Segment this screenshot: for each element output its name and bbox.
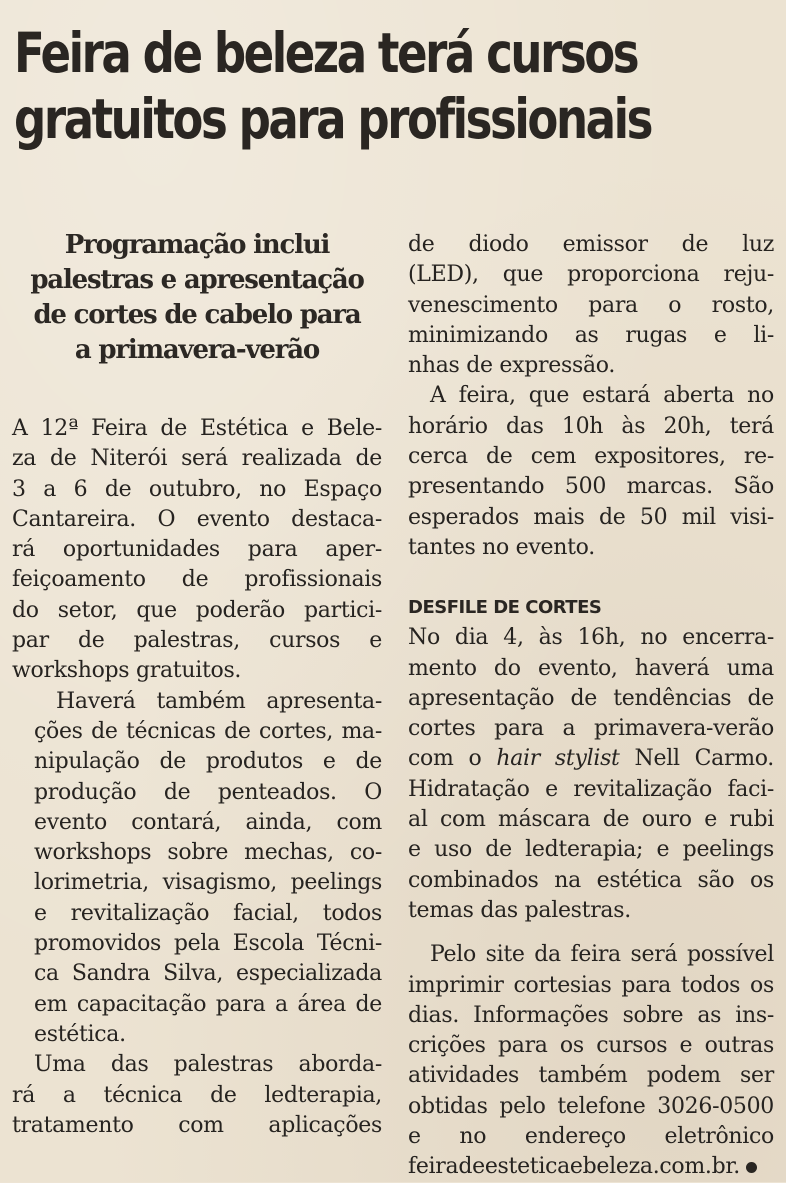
paragraph-led <box>408 230 774 381</box>
italic-term: hair stylist <box>496 746 620 772</box>
text-line: cortes para a primavera-verão <box>408 716 774 742</box>
paragraph-presentations <box>12 687 382 1051</box>
text-line: cerca de cem expositores, re- <box>408 444 774 470</box>
text-line: rá oportunidades para aper- <box>12 537 382 563</box>
right-column <box>408 230 774 1183</box>
text-line: de diodo emissor de luz <box>408 232 774 257</box>
text-line: A feira, que estará aberta no <box>430 383 774 409</box>
subhead-line: a primavera-verão <box>74 335 320 365</box>
paragraph-hours <box>408 381 774 563</box>
text-line: ções de técnicas de cortes, ma- <box>34 718 382 744</box>
text-line: Haverá também apresenta- <box>56 688 382 714</box>
text-line: do setor, que poderão partici- <box>12 597 382 623</box>
text-line: minimizando as rugas e li- <box>408 322 774 348</box>
text-line: Hidratação e revitalização faci- <box>408 776 774 802</box>
text-line: atividades também podem ser <box>408 1063 774 1089</box>
text-line: Uma das palestras aborda- <box>34 1052 382 1078</box>
text-line: temas das palestras. <box>408 897 631 923</box>
text-line: workshops sobre mechas, co- <box>34 840 382 866</box>
subheadline <box>12 228 382 368</box>
text-line: esperados mais de 50 mil visi- <box>408 504 774 530</box>
text-fragment: com o <box>408 746 497 772</box>
subhead-line: Programação inclui <box>64 230 330 260</box>
text-line: par de palestras, cursos e <box>12 628 382 654</box>
paragraph-website <box>408 940 774 1182</box>
text-line: em capacitação para a área de <box>34 991 382 1017</box>
text-line: apresentação de tendências de <box>408 685 774 711</box>
text-line: workshops gratuitos. <box>12 658 242 684</box>
text-line: dias. Informações sobre as ins- <box>408 1002 774 1028</box>
text-line: mento do evento, haverá uma <box>408 655 774 681</box>
text-line: nhas de expressão. <box>408 353 616 379</box>
text-line: (LED), que proporciona reju- <box>408 262 774 288</box>
text-line: rá a técnica de ledterapia, <box>12 1082 382 1108</box>
text-line: Pelo site da feira será possível <box>430 942 774 968</box>
text-line: imprimir cortesias para todos os <box>408 972 774 998</box>
text-fragment: Nell Carmo. <box>619 746 775 772</box>
subhead-line: de cortes de cabelo para <box>33 300 361 330</box>
text-line: e uso de ledterapia; e peelings <box>408 837 774 863</box>
text-line: A 12ª Feira de Estética e Bele- <box>12 416 382 441</box>
text-line: venescimento para o rosto, <box>408 292 774 318</box>
text-line: estética. <box>34 1021 126 1047</box>
paragraph-intro <box>12 414 382 687</box>
headline-line-1: Feira de beleza terá cursos <box>14 21 638 85</box>
text-line: combinados na estética são os <box>408 867 774 893</box>
text-line: horário das 10h às 20h, terá <box>408 413 774 439</box>
text-line: Cantareira. O evento destaca- <box>12 506 382 532</box>
section-heading: DESFILE DE CORTES <box>408 597 602 619</box>
end-of-article-bullet-icon <box>746 1162 757 1173</box>
left-column <box>12 228 382 1141</box>
headline-line-2: gratuitos para profissionais <box>14 87 651 151</box>
text-line: evento contará, ainda, com <box>34 809 382 835</box>
headline <box>14 20 768 152</box>
text-line: presentando 500 marcas. São <box>408 474 774 500</box>
subhead-line: palestras e apresentação <box>30 265 364 295</box>
text-line: tratamento com aplicações <box>12 1112 382 1138</box>
text-line: produção de penteados. O <box>34 779 382 805</box>
paragraph-lectures <box>12 1050 382 1141</box>
text-line: e revitalização facial, todos <box>34 900 382 926</box>
text-line: e no endereço eletrônico <box>408 1124 774 1150</box>
text-line: 3 a 6 de outubro, no Espaço <box>12 476 382 502</box>
text-line: feiçoamento de profissionais <box>12 567 382 593</box>
text-line-italic <box>408 744 774 774</box>
text-line-last <box>408 1152 774 1182</box>
paragraph-fashion-show <box>408 623 774 926</box>
text-line: obtidas pelo telefone 3026-0500 <box>408 1093 774 1119</box>
text-line: crições para os cursos e outras <box>408 1033 774 1059</box>
text-line: al com máscara de ouro e rubi <box>408 807 774 833</box>
text-line: promovidos pela Escola Técni- <box>34 931 382 957</box>
text-line: No dia 4, às 16h, no encerra- <box>408 625 774 651</box>
text-line: nipulação de produtos e de <box>34 749 382 775</box>
text-line: tantes no evento. <box>408 534 595 560</box>
website-address: feiradeesteticaebeleza.com.br. <box>408 1154 740 1180</box>
text-line: za de Niterói será realizada de <box>12 446 382 472</box>
text-line: ca Sandra Silva, especializada <box>34 961 382 987</box>
text-line: lorimetria, visagismo, peelings <box>34 870 382 896</box>
